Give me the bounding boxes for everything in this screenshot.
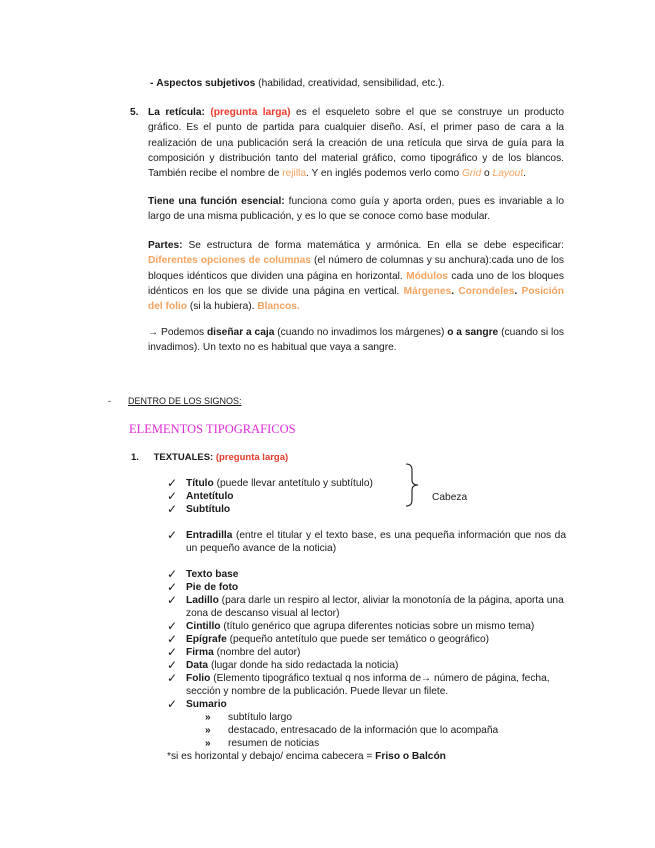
ladillo-label: Ladillo [186, 595, 219, 606]
entradilla-text: (entre el titular y el texto base, es una pequeña información que nos da un pequeño avance de la noticia) [186, 530, 566, 554]
check-icon: ✓ [167, 593, 178, 607]
check-icon: ✓ [167, 632, 178, 646]
sumario-sub-item: subtítulo largo [228, 712, 292, 723]
item-sumario [186, 698, 227, 711]
reticula-p1c: . [523, 168, 526, 180]
columnas-text: (el número de columnas y su anchura):cada uno de los bloques idénticos que dividen una página en horizontal. [148, 255, 565, 282]
epigrafe-text: (pequeño antetítulo que puede ser temático o geográfico) [229, 634, 490, 645]
double-chevron-icon: » [205, 725, 211, 736]
modulos-text: cada uno de los bloques idénticos en los que se divide una página en vertical. [148, 270, 564, 297]
texto-base-label: Texto base [186, 569, 239, 580]
caja-text: (cuando no invadimos los márgenes) [277, 327, 445, 338]
check-icon: ✓ [167, 619, 178, 633]
check-icon: ✓ [167, 580, 178, 594]
textuales-heading [131, 452, 288, 463]
textuales-label: TEXTUALES: [153, 452, 214, 463]
modulos-label: Módulos [406, 270, 448, 282]
margenes-label: Márgenes [403, 285, 452, 297]
check-icon: ✓ [167, 658, 178, 672]
entradilla-label: Entradilla [186, 530, 233, 541]
subtitulo-label: Subtítulo [186, 504, 231, 515]
partes-text: Se estructura de forma matemática y armónica. En ella se debe especificar: [188, 240, 564, 251]
funcion-paragraph [148, 194, 564, 225]
pie-foto-label: Pie de foto [186, 582, 239, 593]
corondeles-label: Corondeles [458, 285, 515, 297]
cintillo-text: (título genérico que agrupa diferentes noticias sobre un mismo tema) [223, 621, 535, 632]
aspectos-label: Aspectos subjetivos [156, 78, 256, 89]
funcion-text: funciona como guía y aporta orden, pues es invariable a lo largo de una misma publicación, y es lo que se conoce como base modular. [148, 196, 564, 223]
right-brace-icon [400, 462, 422, 508]
grid-term: Grid [461, 168, 482, 180]
reticula-label: La retícula: [148, 107, 205, 118]
podemos-text: Podemos [161, 327, 205, 338]
funcion-label: Tiene una función esencial: [148, 196, 285, 207]
check-icon: ✓ [167, 697, 178, 711]
aspectos-line [150, 78, 444, 89]
titulo-label: Título [186, 478, 214, 489]
caja-label: diseñar a caja [206, 327, 275, 338]
item-data [186, 659, 398, 672]
item-firma [186, 646, 300, 659]
reticula-p1b: . Y en inglés podemos verlo como [306, 168, 460, 180]
item-pie-foto [186, 581, 238, 594]
reticula-paragraph [148, 105, 564, 181]
item-ladillo [186, 594, 568, 620]
item-titulo [186, 477, 373, 490]
epigrafe-label: Epígrafe [186, 634, 227, 645]
footnote-text: *si es horizontal y debajo/ encima cabecera = [167, 751, 373, 762]
aspectos-bullet: - [150, 78, 154, 89]
o-word: o [484, 168, 490, 180]
cabeza-label: Cabeza [432, 492, 468, 503]
textuales-tag: (pregunta larga) [215, 452, 289, 463]
item-texto-base [186, 568, 238, 581]
sumario-sub-item: resumen de noticias [228, 738, 320, 749]
antetitulo-label: Antetítulo [186, 491, 234, 502]
check-icon: ✓ [167, 567, 178, 581]
aspectos-text: (habilidad, creatividad, sensibilidad, etc.). [258, 78, 445, 89]
layout-term: Layout [492, 168, 524, 180]
footnote [167, 751, 446, 762]
sumario-label: Sumario [186, 699, 227, 710]
item-epigrafe [186, 633, 489, 646]
item-folio [186, 672, 568, 698]
rejilla-term: rejilla [282, 168, 307, 180]
check-icon: ✓ [167, 528, 178, 542]
section-5-number: 5. [130, 107, 139, 118]
folio-position-text: (si la hubiera). [189, 301, 255, 313]
arrow-icon: → [148, 327, 159, 338]
columnas-label: Diferentes opciones de columnas [148, 255, 311, 267]
sumario-sub-item: destacado, entresacado de la información que lo acompaña [228, 725, 499, 736]
cintillo-label: Cintillo [186, 621, 221, 632]
ladillo-text: (para darle un respiro al lector, aliviar la monotonía de la página, aporta una zona de descanso visual al lector) [186, 595, 564, 619]
data-label: Data [186, 660, 209, 671]
section-number [130, 107, 139, 118]
data-text: (lugar donde ha sido redactada la noticia) [210, 660, 399, 671]
sangre-label: o a sangre [447, 327, 499, 338]
folio-position-label: Posición del folio [148, 285, 564, 313]
footnote-bold: Friso o Balcón [375, 751, 446, 762]
check-icon: ✓ [167, 476, 178, 490]
reticula-tag: (pregunta larga) [210, 107, 291, 118]
item-entradilla [186, 529, 566, 555]
check-icon: ✓ [167, 489, 178, 503]
item-cintillo [186, 620, 534, 633]
check-icon: ✓ [167, 645, 178, 659]
double-chevron-icon: » [205, 738, 211, 749]
item-subtitulo [186, 503, 230, 516]
partes-paragraph: Partes: Se estructura de forma matemática y armónica. En ella se debe especificar: Diferentes opciones de columnas (el número de columnas y su anchura):cada uno de los bloques idénticos que dividen una página en horizontal. Módulos cada uno de los bloques idénticos en los que se divide una página en vertical. Márgenes. Corondeles. Posición del folio (si la hubiera). Blancos. [148, 240, 565, 313]
item-antetitulo [186, 490, 234, 503]
check-icon: ✓ [167, 502, 178, 516]
firma-label: Firma [186, 647, 214, 658]
partes-label: Partes: [148, 240, 183, 251]
check-icon: ✓ [167, 671, 178, 685]
folio-text: (Elemento tipográfico textual q nos informa de→ número de página, fecha, sección y nombre de la publicación. Puede llevar un filete. [186, 673, 550, 697]
signos-bullet: - [108, 396, 111, 406]
sangre-text: (cuando si los invadimos). Un texto no es habitual que vaya a sangre. [148, 327, 564, 354]
titulo-text: (puede llevar antetítulo y subtítulo) [216, 478, 373, 489]
firma-text: (nombre del autor) [216, 647, 301, 658]
double-chevron-icon: » [205, 712, 211, 723]
elementos-title: ELEMENTOS TIPOGRAFICOS [129, 422, 296, 436]
textuales-number: 1. [131, 452, 139, 463]
reticula-p1: es el esqueleto sobre el que se construye un producto gráfico. Es el punto de partida para cualquier diseño. Así, el primer paso de cara a la realización de una publicación será la creación de una retícula que sirva de guía para la composición y distribución tanto del material gráfico, como tipográfico y de los blancos. También recibe el nombre de [148, 107, 564, 180]
caja-paragraph [148, 325, 564, 356]
folio-label: Folio [186, 673, 211, 684]
signos-heading: DENTRO DE LOS SIGNOS: [128, 396, 242, 406]
blancos-label: Blancos. [257, 301, 300, 313]
